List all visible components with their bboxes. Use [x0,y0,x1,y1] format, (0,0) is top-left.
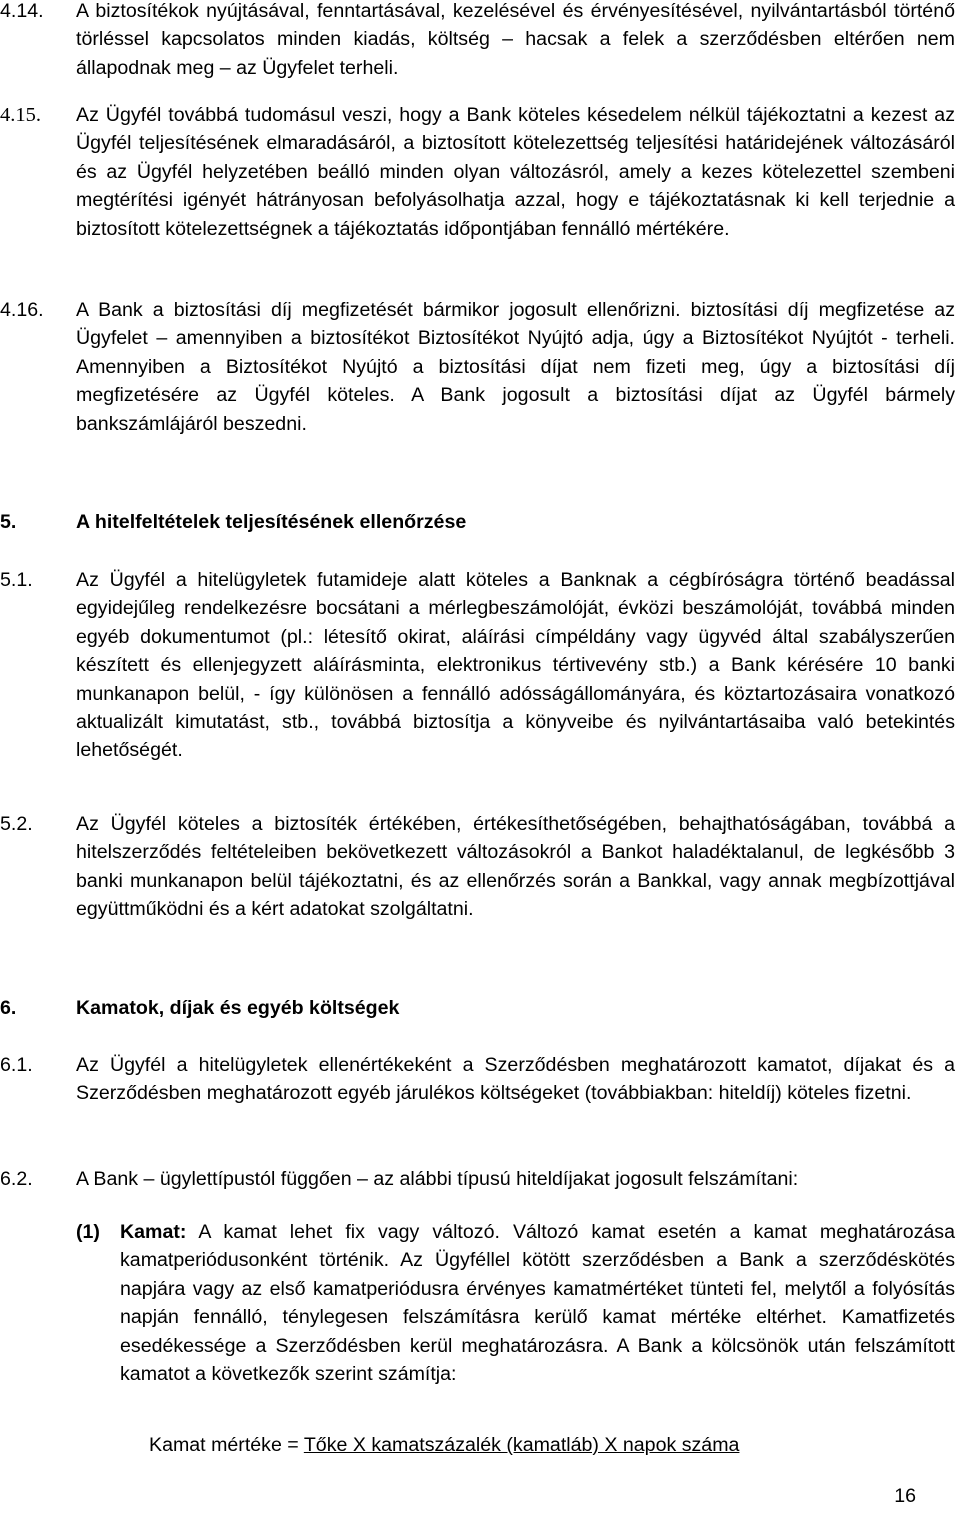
interest-formula [149,1431,739,1459]
paragraph-text: Az Ügyfél a hitelügyletek ellenértékeként a Szerződésben meghatározott kamatot, díjakat és a Szerződésben meghatározott egyéb járulékos költségeket (továbbiakban: hiteldíj) köteles fizetni. [76,1054,955,1105]
list-item-text [120,1218,955,1388]
section-number: 4.16. [0,299,44,321]
section-number: 5.1. [0,569,33,591]
list-item-body: A kamat lehet fix vagy változó. Változó kamat esetén a kamat meghatározása kamatperiódusonként történik. Az Ügyféllel kötött szerződésben a Bank a szerződéskötés napjára vagy az első kamatperiódusra érvényes kamatmértéket tünteti fel, melytől a folyósítás napján fennálló, ténylegesen felszámításra kerülő kamat mértéke eltérhet. Kamatfizetés esedékessége a Szerződésben kerül meghatározásra. A Bank a kölcsönök után felszámított kamatot a következők szerint számítja: [120,1221,955,1386]
heading-number: 5. [0,511,17,533]
page-number: 16 [894,1485,916,1507]
formula-lhs: Kamat mértéke = [149,1434,304,1456]
section-number: 5.2. [0,813,33,835]
paragraph-text: Az Ügyfél a hitelügyletek futamideje alatt köteles a Banknak a cégbíróságra történő beadással egyidejűleg rendelkezésre bocsátani a mérlegbeszámolóját, évközi beszámolóját, továbbá minden egyéb dokumentumot (pl.: létesítő okirat, aláírási címpéldány vagy ügyvéd által szabályszerűen készített és ellenjegyzett aláírásminta, elektronikus tértivevény stb.) a Bank kérésére 10 banki munkanapon belül, - így különösen a fennálló adósságállományára, és köztartozásaira vonatkozó aktualizált kimutatást, stb., továbbá biztosítja a könyveibe és nyilvántartásaiba való betekintés lehetőségét. [76,569,955,762]
paragraph-text: A Bank – ügylettípustól függően – az alábbi típusú hiteldíjakat jogosult felszámítani: [76,1168,799,1190]
paragraph-text: A Bank a biztosítási díj megfizetését bármikor jogosult ellenőrizni. biztosítási díj megfizetése az Ügyfelet – amennyiben a biztosítékot Biztosítékot Nyújtó adja, úgy a Biztosítékot Nyújtót - terheli. Amennyiben a Biztosítékot Nyújtó a biztosítási díjat nem fizeti meg, úgy a biztosítási díj megfizetésére az Ügyfél köteles. A Bank jogosult a biztosítási díjat az Ügyfél bármely bankszámlájáról beszedni. [76,299,955,435]
paragraph-text: Az Ügyfél továbbá tudomásul veszi, hogy a Bank köteles késedelem nélkül tájékoztatni a kezest az Ügyfél teljesítésének elmaradásáról, a biztosított kötelezettség teljesítési határidejének változásáról és az Ügyfél helyzetében beálló minden olyan változásról, amely a kezes kötelezettel szembeni megtérítési igényét hátrányosan befolyásolhatja azzal, hogy e tájékoztatásnak ki kell terjednie a biztosított kötelezettségnek a tájékoztatás időpontjában fennálló mértékére. [76,104,955,240]
heading-number: 6. [0,997,17,1019]
formula-rhs: Tőke X kamatszázalék (kamatláb) X napok száma [303,1434,740,1456]
paragraph-text: Az Ügyfél köteles a biztosíték értékében, értékesíthetőségében, behajthatóságában, továbbá a hitelszerződés feltételeiben bekövetkezett változásokról a Bankot haladéktalanul, de legkésőbb 3 banki munkanapon belül tájékoztatni, és az ellenőrzés során a Bankkal, vagy annak megbízottjával együttműködni és a kért adatokat szolgáltatni. [76,813,955,921]
section-number: 6.2. [0,1168,33,1190]
section-number: 4.15. [0,104,41,126]
paragraph-text: A biztosítékok nyújtásával, fenntartásával, kezelésével és érvényesítésével, nyilvántartásból történő törléssel kapcsolatos minden kiadás, költség – hacsak a felek a szerződésben eltérően nem állapodnak meg – az Ügyfelet terheli. [76,0,955,79]
section-number: 6.1. [0,1054,33,1076]
section-number: 4.14. [0,0,44,22]
heading-title: Kamatok, díjak és egyéb költségek [76,997,400,1019]
list-item-number: (1) [76,1221,100,1243]
list-item-lead: Kamat: [120,1221,187,1243]
heading-title: A hitelfeltételek teljesítésének ellenőrzése [76,511,467,533]
